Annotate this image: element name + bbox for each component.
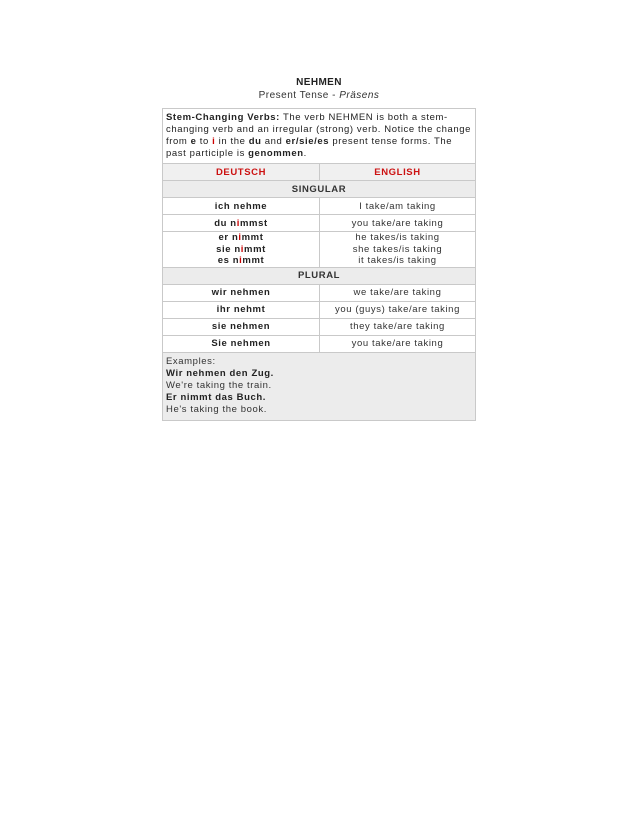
form-german-sie — [166, 244, 316, 256]
form-german-pre: du n — [214, 217, 237, 229]
table-row — [163, 301, 476, 318]
note-text-2: to — [196, 136, 213, 147]
form-german-pre: sie n — [216, 243, 241, 255]
note-form-er: er/sie/es — [285, 136, 330, 147]
form-german: ich nehme — [163, 198, 320, 215]
form-english: you (guys) take/are taking — [320, 301, 476, 318]
form-german-pre: es n — [217, 255, 240, 266]
note-form-du: du — [248, 136, 262, 147]
form-english: I take/am taking — [320, 198, 476, 215]
example-english: He's taking the book. — [166, 403, 268, 415]
table-row — [163, 284, 476, 301]
form-german-vowel: i — [236, 217, 240, 229]
page-title: NEHMEN — [296, 77, 342, 88]
form-english: you take/are taking — [320, 335, 476, 352]
table-row — [163, 198, 476, 215]
form-german-multi — [163, 232, 320, 268]
form-english: you take/are taking — [320, 215, 476, 232]
form-english-es: it takes/is taking — [358, 255, 437, 266]
form-german-post: mmt — [241, 232, 264, 243]
conjugation-table — [162, 108, 476, 421]
form-english-multi — [320, 232, 476, 268]
form-german-vowel: i — [238, 232, 242, 243]
column-header-deutsch: DEUTSCH — [163, 164, 320, 181]
table-row — [163, 215, 476, 232]
form-german-pre: er n — [218, 232, 239, 243]
note-vowel-from: e — [190, 136, 197, 147]
example-german: Er nimmt das Buch. — [166, 391, 267, 403]
column-header-english: ENGLISH — [320, 164, 476, 181]
form-english-er: he takes/is taking — [355, 232, 440, 243]
note-row — [163, 109, 476, 164]
form-english: they take/are taking — [320, 318, 476, 335]
form-german-post: mmt — [242, 255, 265, 266]
example-german: Wir nehmen den Zug. — [166, 367, 274, 379]
table-row — [163, 232, 476, 268]
page-subtitle — [0, 89, 638, 102]
title-block — [0, 76, 638, 102]
examples-label: Examples: — [166, 355, 216, 367]
section-label-singular: SINGULAR — [163, 181, 476, 198]
form-english-sie: she takes/is taking — [352, 243, 443, 255]
subtitle-native: Präsens — [339, 90, 380, 101]
form-german: Sie nehmen — [163, 335, 320, 352]
subtitle-text: Present Tense - — [258, 90, 340, 101]
form-german-es — [166, 255, 316, 267]
form-german-post: mmt — [244, 243, 266, 255]
form-german: sie nehmen — [163, 318, 320, 335]
note-text-4: and — [261, 136, 286, 147]
form-german-vowel: i — [239, 255, 243, 266]
note-text-6: . — [303, 148, 307, 159]
note-text-5: present tense forms. The past participle is — [166, 136, 453, 159]
examples-cell — [163, 352, 476, 420]
form-german — [163, 215, 320, 232]
note-label: Stem-Changing Verbs: — [166, 112, 280, 123]
note-vowel-to: i — [212, 136, 216, 147]
note-participle: genommen — [248, 148, 304, 159]
table-row — [163, 318, 476, 335]
section-row-singular — [163, 181, 476, 198]
column-header-row — [163, 164, 476, 181]
form-english: we take/are taking — [320, 284, 476, 301]
note-cell — [163, 109, 476, 164]
table-row — [163, 335, 476, 352]
note-text-1: The verb NEHMEN is both a stem-changing verb and an irregular (strong) verb. Notice the change from — [166, 112, 472, 147]
form-german: ihr nehmt — [163, 301, 320, 318]
form-german-er — [166, 232, 316, 244]
form-german-vowel: i — [240, 243, 245, 255]
examples-row — [163, 352, 476, 420]
section-row-plural — [163, 267, 476, 284]
example-english: We're taking the train. — [166, 379, 272, 391]
form-german: wir nehmen — [163, 284, 320, 301]
section-label-plural: PLURAL — [163, 267, 476, 284]
note-text-3: in the — [215, 136, 249, 147]
form-german-post: mmst — [239, 217, 268, 229]
